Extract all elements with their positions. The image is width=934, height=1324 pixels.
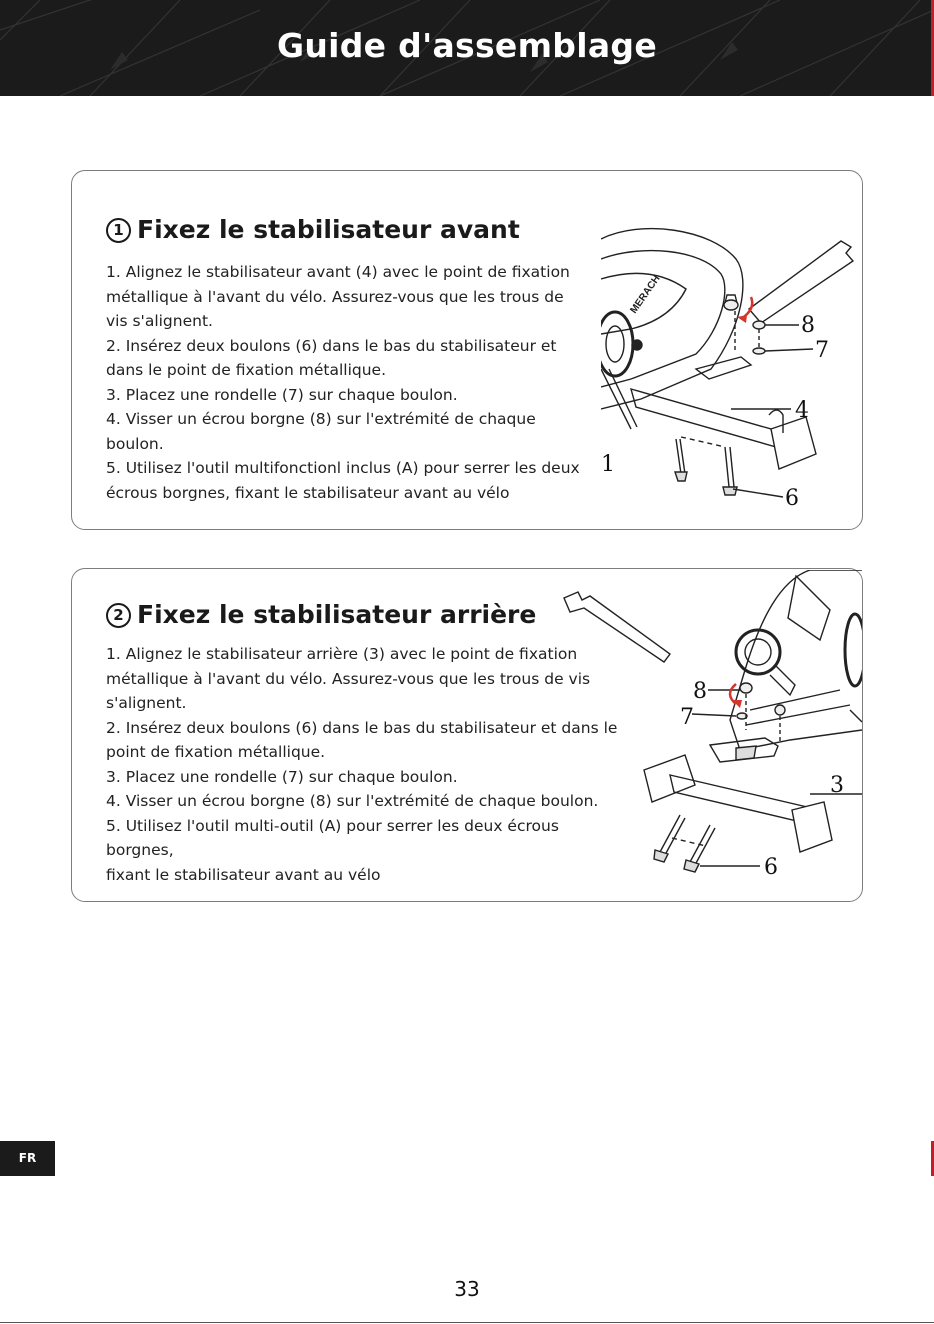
callout-nut: 8 xyxy=(801,313,815,338)
front-stabilizer-diagram xyxy=(601,219,863,511)
step-item: s'alignent. xyxy=(106,694,187,712)
page-number: 33 xyxy=(454,1277,480,1301)
section-title xyxy=(106,215,520,244)
page-title: Guide d'assemblage xyxy=(276,26,658,65)
callout-stabilizer: 4 xyxy=(795,398,809,423)
step-item: 5. Utilisez l'outil multi-outil (A) pour serrer les deux écrous borgnes, xyxy=(106,816,559,859)
section-number-badge: 1 xyxy=(106,218,131,243)
section-title-text: Fixez le stabilisateur arrière xyxy=(137,600,537,629)
brand-logo-text: MERACH xyxy=(628,273,663,316)
step-item: 4. Visser un écrou borgne (8) sur l'extrémité de chaque boulon. xyxy=(106,410,536,453)
step-list xyxy=(106,260,586,505)
callout-washer: 7 xyxy=(680,705,694,730)
step-item: 3. Placez une rondelle (7) sur chaque boulon. xyxy=(106,767,458,786)
step-item: 4. Visser un écrou borgne (8) sur l'extrémité de chaque boulon. xyxy=(106,792,599,810)
step-item: 5. Utilisez l'outil multifonctionl inclus (A) pour serrer les deux écrous borgnes, fixant le stabilisateur avant au vélo xyxy=(106,459,580,502)
section-title xyxy=(106,600,536,629)
section-number-badge: 2 xyxy=(106,603,131,628)
callout-washer: 7 xyxy=(815,338,829,363)
section-rear-stabilizer xyxy=(71,568,863,902)
callout-frame: 1 xyxy=(601,452,615,477)
bottom-divider xyxy=(0,1322,934,1323)
page-header xyxy=(0,0,934,96)
callout-bolt: 6 xyxy=(764,855,778,876)
language-tab: FR xyxy=(0,1141,55,1176)
callout-bolt: 6 xyxy=(785,486,799,511)
callout-stabilizer: 3 xyxy=(830,773,844,798)
step-item: fixant le stabilisateur avant au vélo xyxy=(106,865,381,884)
step-item: 2. Insérez deux boulons (6) dans le bas du stabilisateur et dans le point de fixation métallique. xyxy=(106,336,557,379)
step-item: 3. Placez une rondelle (7) sur chaque boulon. xyxy=(106,385,458,404)
step-item: 1. Alignez le stabilisateur arrière (3) avec le point de fixation métallique à l'avant du vélo. Assurez-vous que les trous de vis xyxy=(106,645,591,688)
section-front-stabilizer xyxy=(71,170,863,530)
callout-nut: 8 xyxy=(693,679,707,704)
step-list xyxy=(106,642,626,887)
step-item: 1. Alignez le stabilisateur avant (4) avec le point de fixation métallique à l'avant du vélo. Assurez-vous que les trous de vis s'alignent. xyxy=(106,263,570,330)
section-title-text: Fixez le stabilisateur avant xyxy=(137,215,520,244)
rear-stabilizer-diagram xyxy=(560,570,862,876)
step-item: 2. Insérez deux boulons (6) dans le bas du stabilisateur et dans le point de fixation métallique. xyxy=(106,718,618,761)
